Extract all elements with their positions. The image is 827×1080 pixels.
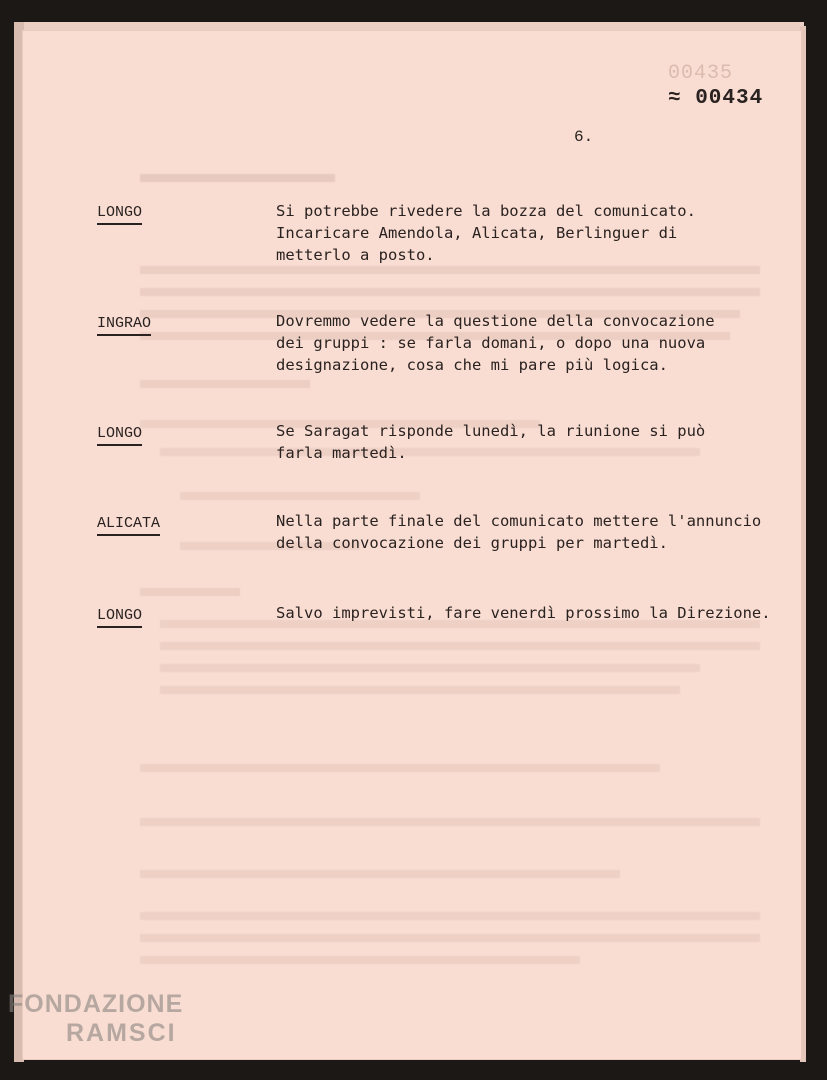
document-number: ≈ 00434 [668,87,764,110]
bleed-through [140,170,760,970]
speech-text: Si potrebbe rivedere la bozza del comunicato. Incaricare Amendola, Alicata, Berlinguer di metterlo a posto. [276,202,696,264]
speaker-name: LONGO [97,425,142,446]
speech-text: Nella parte finale del comunicato mettere l'annuncio della convocazione dei gruppi per martedì. [276,512,762,552]
page-number: 6. [574,128,594,146]
watermark [8,990,183,1048]
speaker-name: INGRAO [97,315,151,336]
speech-text: Salvo imprevisti, fare venerdì prossimo la Direzione. [276,604,771,622]
speaker-name: LONGO [97,204,142,225]
speaker-name: LONGO [97,607,142,628]
speaker-name: ALICATA [97,515,160,536]
watermark-line2: RAMSCI [66,1019,177,1047]
speech-text: Dovremmo vedere la questione della convocazione dei gruppi : se farla domani, o dopo una nuova designazione, cosa che mi pare più logica. [276,312,715,374]
watermark-line1: FONDAZIONE [8,990,184,1018]
speech-text: Se Saragat risponde lunedì, la riunione si può farla martedì. [276,422,706,462]
stamp-number-ghost: 00435 [668,62,734,85]
